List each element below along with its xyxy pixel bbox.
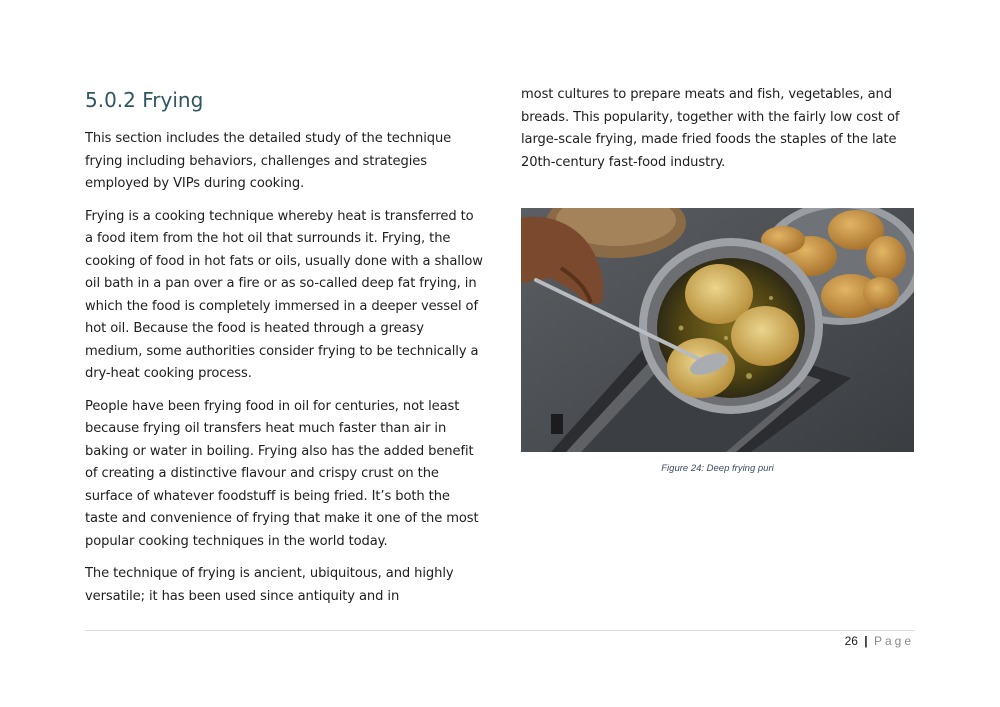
section-heading: 5.0.2 Frying (85, 88, 204, 112)
footer-divider (85, 630, 914, 631)
right-column (521, 84, 916, 184)
intro-paragraph: This section includes the detailed study of the technique frying including behaviors, challenges and strategies employed by VIPs during cooking. (85, 131, 452, 191)
definition-paragraph: Frying is a cooking technique whereby heat is transferred to a food item from the hot oil that surrounds it. Frying, the cooking of food in hot fats or oils, usually done with a shallow oil bath in a pan over a fire or as so-called deep fat frying, in which the food is completely immersed in a deeper vessel of hot oil. Because the food is heated through a greasy medium, some authorities consider frying to be technically a dry-heat cooking process. (85, 208, 483, 381)
technique-paragraph: The technique of frying is ancient, ubiquitous, and highly versatile; it has been used since antiquity and in (85, 566, 454, 604)
left-column (85, 84, 485, 618)
figure-caption: Figure 24: Deep frying puri (661, 463, 774, 474)
page-footer (845, 634, 914, 648)
frying-puri-photo (521, 208, 914, 452)
footer-separator: | (864, 634, 868, 648)
history-paragraph: People have been frying food in oil for centuries, not least because frying oil transfers heat much faster than air in baking or water in boiling. Frying also has the added benefit of creating a distinctive flavour and crispy crust on the surface of whatever foodstuff is being fried. It’s both the taste and convenience of frying that make it one of the most popular cooking techniques in the world today. (85, 398, 479, 549)
page-label: Page (873, 634, 914, 648)
continuation-paragraph: most cultures to prepare meats and fish, vegetables, and breads. This popularity, together with the fairly low cost of large-scale frying, made fried foods the staples of the late 20th-century fast-food industry. (521, 87, 900, 170)
page-number: 26 (844, 634, 858, 648)
